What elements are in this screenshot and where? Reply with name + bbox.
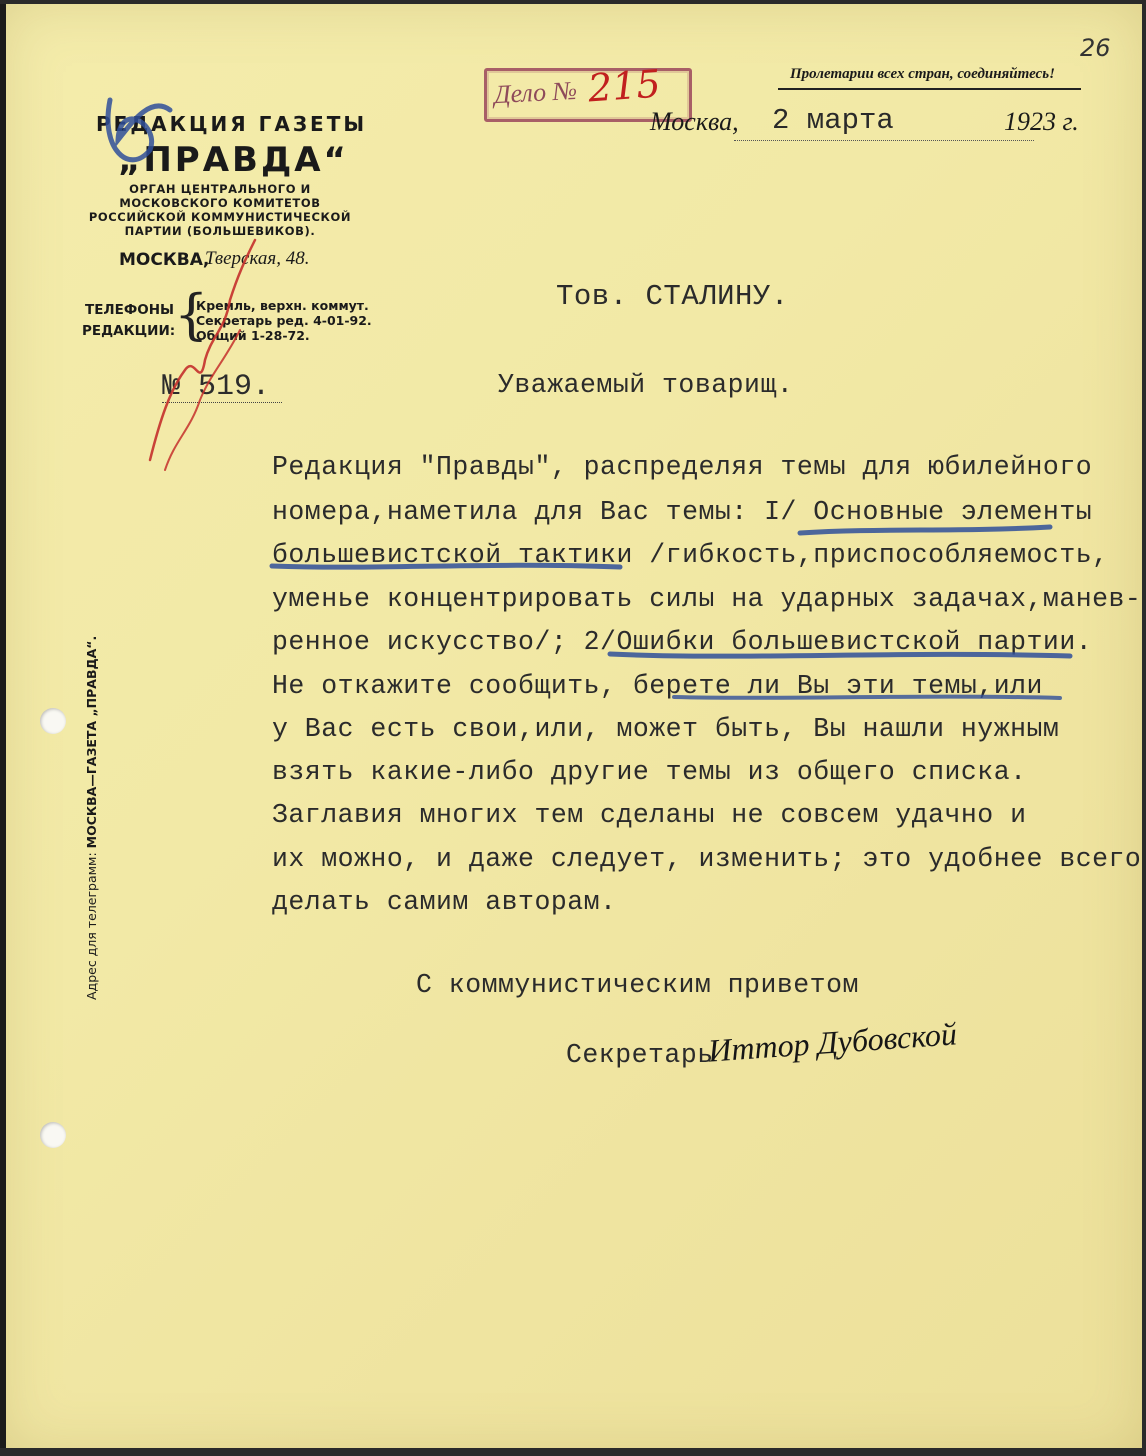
body-line: их можно, и даже следует, изменить; это удобнее всего [272, 844, 1142, 874]
street-address: Тверская, 48. [205, 248, 310, 269]
page-number: 26 [1080, 34, 1111, 62]
editorial-title: РЕДАКЦИЯ ГАЗЕТЫ [96, 112, 368, 136]
date-year: 1923 г. [1004, 107, 1079, 136]
slogan: Пролетарии всех стран, соединяйтесь! [790, 66, 1055, 82]
blue-underline-themes [674, 697, 1060, 698]
signature-label: Секретарь [566, 1040, 714, 1070]
red-resolution-stroke [165, 330, 240, 470]
brace-symbol: { [174, 283, 209, 346]
body-line: уменье концентрировать силы на ударных задачах,манев- [272, 584, 1142, 614]
closing: С коммунистическим приветом [416, 970, 859, 1000]
body-line: ренное искусство/; 2/Ошибки большевистской партии. [272, 627, 1093, 657]
date-city: Москва, [650, 107, 739, 136]
number-sign: № [162, 370, 181, 404]
body-line: большевистской тактики /гибкость,приспособляемость, [272, 540, 1109, 570]
body-line: Редакция "Правды", распределяя темы для юбилейного [272, 452, 1093, 482]
organ-description: ОРГАН ЦЕНТРАЛЬНОГО И МОСКОВСКОГО КОМИТЕТОВ РОССИЙСКОЙ КОММУНИСТИЧЕСКОЙ ПАРТИИ (БОЛЬШЕВИКОВ). [88, 182, 352, 238]
blue-underline-elements [800, 527, 1050, 533]
outgoing-number-value: 519. [198, 370, 271, 404]
handwritten-signature: Иттор Дубовской [707, 1015, 958, 1069]
phone-line: Общий 1-28-72. [196, 328, 310, 343]
phone-line: Секретарь ред. 4-01-92. [196, 313, 372, 328]
city-label: МОСКВА, [119, 250, 210, 270]
telegram-address-value: МОСКВА—ГАЗЕТА „ПРАВДА“. [84, 635, 99, 849]
date-day-month: 2 марта [772, 104, 894, 137]
blue-underline-tactics [272, 565, 620, 567]
newspaper-name: „ПРАВДА“ [118, 140, 349, 180]
stamp-label: Дело № [493, 75, 578, 110]
phone-line: Кремль, верхн. коммут. [196, 298, 369, 313]
body-line: Заглавия многих тем сделаны не совсем удачно и [272, 800, 1027, 830]
phones-label: ТЕЛЕФОНЫ РЕДАКЦИИ: [82, 302, 176, 339]
body-line: номера,наметила для Вас темы: I/ Основные элементы [272, 497, 1093, 527]
body-line: у Вас есть свои,или, может быть, Вы нашли нужным [272, 714, 1060, 744]
blue-scribble-header [108, 100, 170, 160]
greeting: Уважаемый товарищ. [498, 370, 794, 400]
telegram-address-label: Адрес для телеграмм: [84, 852, 99, 1000]
stamp-number: 215 [586, 61, 662, 111]
body-line: делать самим авторам. [272, 887, 617, 917]
blue-underline-errors [610, 654, 1070, 656]
body-line: взять какие-либо другие темы из общего списка. [272, 757, 1027, 787]
red-resolution-note [150, 240, 255, 460]
body-line: Не откажите сообщить, берете ли Вы эти темы,или [272, 671, 1043, 701]
addressee: Тов. СТАЛИНУ. [556, 280, 789, 313]
